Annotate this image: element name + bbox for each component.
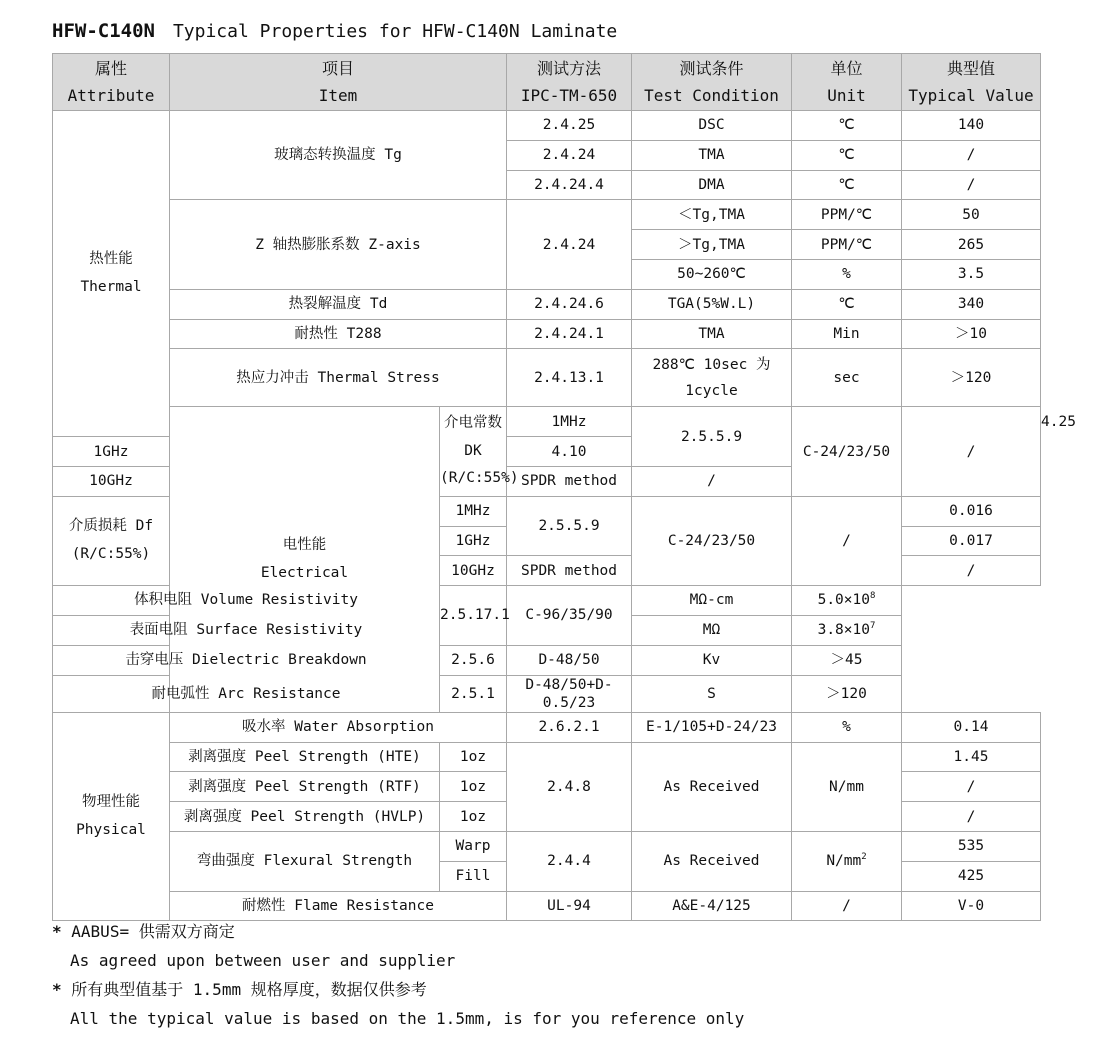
header-attribute: 属性 Attribute [53, 54, 170, 111]
note-2: * 所有典型值基于 1.5mm 规格厚度，数据仅供参考 [52, 980, 427, 999]
item-tg: 玻璃态转换温度 Tg [170, 111, 507, 200]
item-z-axis: Z 轴热膨胀系数 Z-axis [170, 200, 507, 289]
item-td: 热裂解温度 Td [170, 289, 507, 319]
properties-table [52, 53, 1076, 921]
item-df: 介质损耗 Df (R/C:55%) [53, 496, 170, 585]
note-1: * AABUS= 供需双方商定 [52, 922, 235, 941]
table-row: 耐燃性 Flame Resistance UL-94 A&E-4/125 / V-0 [53, 891, 1041, 921]
item-dielectric-breakdown: 击穿电压 Dielectric Breakdown [53, 645, 440, 675]
item-peel-hte: 剥离强度 Peel Strength (HTE) [170, 742, 440, 772]
product-code: HFW-C140N [52, 20, 155, 42]
header-unit: 单位 Unit [792, 54, 902, 111]
table-row: 剥离强度 Peel Strength (RTF) 1oz / [53, 772, 1041, 802]
table-row: 50~260℃ % 3.5 [53, 259, 1041, 289]
item-water-absorption: 吸水率 Water Absorption [170, 712, 507, 742]
item-t288: 耐热性 T288 [170, 319, 507, 349]
note-2-en: All the typical value is based on the 1.5mm, is for you reference only [70, 1009, 745, 1028]
table-row: 2.4.24.4 DMA ℃ / [53, 170, 1041, 200]
footnotes [52, 917, 744, 1033]
item-peel-rtf: 剥离强度 Peel Strength (RTF) [170, 772, 440, 802]
table-row: 弯曲强度 Flexural Strength Warp 2.4.4 As Received $N/mm^2$ 535 [53, 831, 1041, 861]
table-row: 1GHz 0.017 [53, 526, 1041, 556]
table-row: 热应力冲击 Thermal Stress 2.4.13.1 288℃ 10sec 为 1cycle sec ＞120 [53, 349, 1041, 407]
header-method: 测试方法 IPC-TM-650 [507, 54, 632, 111]
item-arc-resistance: 耐电弧性 Arc Resistance [53, 675, 440, 712]
item-thermal-stress: 热应力冲击 Thermal Stress [170, 349, 507, 407]
table-row: 表面电阻 Surface Resistivity MΩ $3.8\times 10^7$ [53, 615, 1041, 645]
group-electrical: 电性能 Electrical [170, 407, 440, 712]
table-row: 击穿电压 Dielectric Breakdown 2.5.6 D-48/50 Kv ＞45 [53, 645, 1041, 675]
table-row: 耐热性 T288 2.4.24.1 TMA Min ＞10 [53, 319, 1041, 349]
table-row: 剥离强度 Peel Strength (HVLP) 1oz / [53, 802, 1041, 832]
header-row [53, 54, 1041, 111]
group-thermal: 热性能 Thermal [53, 111, 170, 437]
table-row: ＞Tg,TMA PPM/℃ 265 [53, 230, 1041, 260]
table-row: 10GHz SPDR method / [53, 466, 1041, 496]
table-row: Z 轴热膨胀系数 Z-axis 2.4.24 ＜Tg,TMA PPM/℃ 50 [53, 200, 1041, 230]
item-flexural-strength: 弯曲强度 Flexural Strength [170, 831, 440, 891]
table-row: 热性能 Thermal 玻璃态转换温度 Tg 2.4.25 DSC ℃ 140 [53, 111, 1041, 141]
table-row: 物理性能 Physical 吸水率 Water Absorption 2.6.2.1 E-1/105+D-24/23 % 0.14 [53, 712, 1041, 742]
table-row: 介质损耗 Df (R/C:55%) 1MHz 2.5.5.9 C-24/23/50 / 0.016 [53, 496, 1041, 526]
table-row: 耐电弧性 Arc Resistance 2.5.1 D-48/50+D-0.5/23 S ＞120 [53, 675, 1041, 712]
table-row: 体积电阻 Volume Resistivity 2.5.17.1 C-96/35/90 MΩ-cm $5.0\times 10^8$ [53, 586, 1041, 616]
header-value: 典型值 Typical Value [902, 54, 1041, 111]
page-title [52, 20, 617, 42]
item-surface-resistivity: 表面电阻 Surface Resistivity [53, 615, 440, 645]
note-1-en: As agreed upon between user and supplier [70, 951, 456, 970]
header-condition: 测试条件 Test Condition [632, 54, 792, 111]
header-item: 项目 Item [170, 54, 507, 111]
item-volume-resistivity: 体积电阻 Volume Resistivity [53, 586, 440, 616]
item-peel-hvlp: 剥离强度 Peel Strength (HVLP) [170, 802, 440, 832]
table-row: 电性能 Electrical 介电常数 DK (R/C:55%) 1MHz 2.5.5.9 C-24/23/50 / 4.25 [53, 407, 1041, 437]
table-row: 10GHz SPDR method / [53, 556, 1041, 586]
group-physical: 物理性能 Physical [53, 712, 170, 921]
table-row: 剥离强度 Peel Strength (HTE) 1oz 2.4.8 As Received N/mm 1.45 [53, 742, 1041, 772]
item-flame-resistance: 耐燃性 Flame Resistance [170, 891, 507, 921]
title-text: Typical Properties for HFW-C140N Laminate [172, 21, 618, 42]
table-row: 2.4.24 TMA ℃ / [53, 140, 1041, 170]
table-row: 1GHz 4.10 [53, 437, 1041, 467]
item-dk: 介电常数 DK (R/C:55%) [440, 407, 507, 496]
table-row: 热裂解温度 Td 2.4.24.6 TGA(5%W.L) ℃ 340 [53, 289, 1041, 319]
table-row: Fill 425 [53, 861, 1041, 891]
